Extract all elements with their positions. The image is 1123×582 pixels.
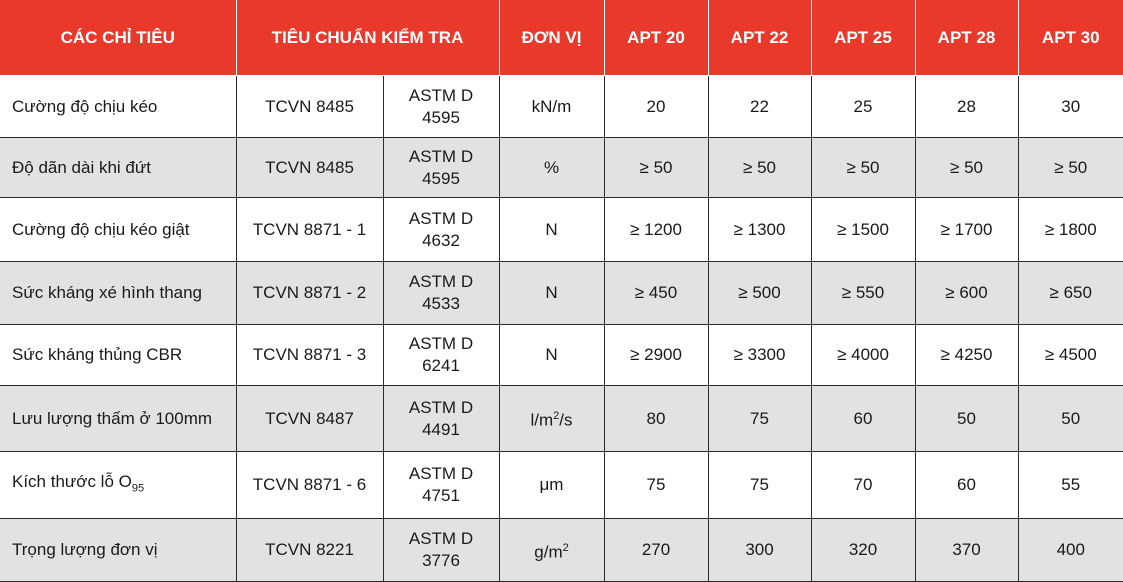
cell-apt-30: 400: [1018, 519, 1123, 582]
header-apt-30: APT 30: [1018, 0, 1123, 76]
row-name: Trọng lượng đơn vị: [0, 519, 236, 582]
astm-number: 4751: [422, 486, 460, 505]
cell-apt-25: ≥ 4000: [811, 325, 915, 386]
row-astm: [383, 452, 499, 519]
cell-apt-28: 50: [915, 386, 1018, 452]
table-row: [0, 519, 1123, 582]
row-tcvn: TCVN 8871 - 1: [236, 198, 383, 262]
cell-apt-22: ≥ 1300: [708, 198, 811, 262]
cell-apt-30: 30: [1018, 76, 1123, 138]
astm-number: 4595: [422, 168, 460, 188]
cell-apt-28: 370: [915, 519, 1018, 582]
row-unit: kN/m: [499, 76, 604, 138]
row-tcvn: TCVN 8485: [236, 76, 383, 138]
row-tcvn: TCVN 8221: [236, 519, 383, 582]
row-name: Độ dãn dài khi đứt: [0, 138, 236, 198]
astm-number: 4491: [422, 419, 460, 439]
row-tcvn: TCVN 8871 - 6: [236, 452, 383, 519]
cell-apt-28: ≥ 4250: [915, 325, 1018, 386]
row-unit: $l/m^2/s$: [499, 386, 604, 452]
row-name: Cường độ chịu kéo giật: [0, 198, 236, 262]
cell-apt-25: 25: [811, 76, 915, 138]
cell-apt-22: ≥ 500: [708, 262, 811, 325]
cell-apt-30: ≥ 650: [1018, 262, 1123, 325]
row-name: Kích thước lỗ $O_{95}$: [0, 452, 236, 519]
table-row: [0, 138, 1123, 198]
table-row: [0, 198, 1123, 262]
row-unit: N: [499, 262, 604, 325]
cell-apt-22: 300: [708, 519, 811, 582]
cell-apt-28: ≥ 50: [915, 138, 1018, 198]
row-astm: [383, 386, 499, 452]
row-unit: N: [499, 198, 604, 262]
cell-apt-22: 75: [708, 386, 811, 452]
row-unit: %: [499, 138, 604, 198]
cell-apt-28: ≥ 1700: [915, 198, 1018, 262]
cell-apt-30: 55: [1018, 452, 1123, 519]
cell-apt-30: ≥ 50: [1018, 138, 1123, 198]
cell-apt-20: 80: [604, 386, 708, 452]
cell-apt-30: ≥ 1800: [1018, 198, 1123, 262]
cell-apt-20: ≥ 50: [604, 138, 708, 198]
cell-apt-25: ≥ 1500: [811, 198, 915, 262]
cell-apt-25: 60: [811, 386, 915, 452]
cell-apt-30: ≥ 4500: [1018, 325, 1123, 386]
cell-apt-22: ≥ 3300: [708, 325, 811, 386]
astm-number: 4533: [422, 294, 460, 313]
astm-number: 4632: [422, 230, 460, 250]
cell-apt-20: 270: [604, 519, 708, 582]
cell-apt-25: ≥ 550: [811, 262, 915, 325]
astm-number: 6241: [422, 356, 460, 375]
cell-apt-20: ≥ 1200: [604, 198, 708, 262]
row-unit: $g/m^2$: [499, 519, 604, 582]
astm-prefix: ASTM D: [408, 208, 474, 228]
table-row: [0, 325, 1123, 386]
cell-apt-25: ≥ 50: [811, 138, 915, 198]
table-row: [0, 386, 1123, 452]
header-apt-25: APT 25: [811, 0, 915, 76]
cell-apt-25: 320: [811, 519, 915, 582]
row-astm: [383, 138, 499, 198]
row-astm: [383, 262, 499, 325]
cell-apt-20: 75: [604, 452, 708, 519]
row-tcvn: TCVN 8485: [236, 138, 383, 198]
header-apt-28: APT 28: [915, 0, 1018, 76]
table-row: [0, 262, 1123, 325]
cell-apt-22: ≥ 50: [708, 138, 811, 198]
row-astm: [383, 325, 499, 386]
astm-prefix: ASTM D: [408, 146, 474, 166]
table-row: [0, 76, 1123, 138]
astm-prefix: ASTM D: [408, 464, 474, 483]
cell-apt-20: 20: [604, 76, 708, 138]
row-unit: N: [499, 325, 604, 386]
row-astm: [383, 76, 499, 138]
header-row: [0, 0, 1123, 76]
cell-apt-28: ≥ 600: [915, 262, 1018, 325]
row-tcvn: TCVN 8871 - 3: [236, 325, 383, 386]
row-tcvn: TCVN 8487: [236, 386, 383, 452]
cell-apt-30: 50: [1018, 386, 1123, 452]
cell-apt-22: 75: [708, 452, 811, 519]
row-tcvn: TCVN 8871 - 2: [236, 262, 383, 325]
cell-apt-20: ≥ 450: [604, 262, 708, 325]
astm-prefix: ASTM D: [408, 272, 474, 291]
row-name: Cường độ chịu kéo: [0, 76, 236, 138]
astm-prefix: ASTM D: [408, 529, 474, 548]
header-apt-22: APT 22: [708, 0, 811, 76]
row-name: Sức kháng xé hình thang: [0, 262, 236, 325]
row-astm: [383, 198, 499, 262]
row-name: Sức kháng thủng CBR: [0, 325, 236, 386]
header-apt-20: APT 20: [604, 0, 708, 76]
row-unit: μm: [499, 452, 604, 519]
astm-number: 4595: [422, 107, 460, 127]
table-row: [0, 452, 1123, 519]
cell-apt-22: 22: [708, 76, 811, 138]
cell-apt-20: ≥ 2900: [604, 325, 708, 386]
astm-prefix: ASTM D: [408, 397, 474, 417]
cell-apt-28: 60: [915, 452, 1018, 519]
cell-apt-25: 70: [811, 452, 915, 519]
row-astm: [383, 519, 499, 582]
header-unit: ĐƠN VỊ: [499, 0, 604, 76]
astm-prefix: ASTM D: [408, 334, 474, 353]
astm-prefix: ASTM D: [408, 85, 474, 105]
header-standard: TIÊU CHUẨN KIỂM TRA: [236, 0, 499, 76]
cell-apt-28: 28: [915, 76, 1018, 138]
astm-number: 3776: [422, 551, 460, 570]
row-name: Lưu lượng thấm ở 100mm: [0, 386, 236, 452]
header-criteria: CÁC CHỈ TIÊU: [0, 0, 236, 76]
